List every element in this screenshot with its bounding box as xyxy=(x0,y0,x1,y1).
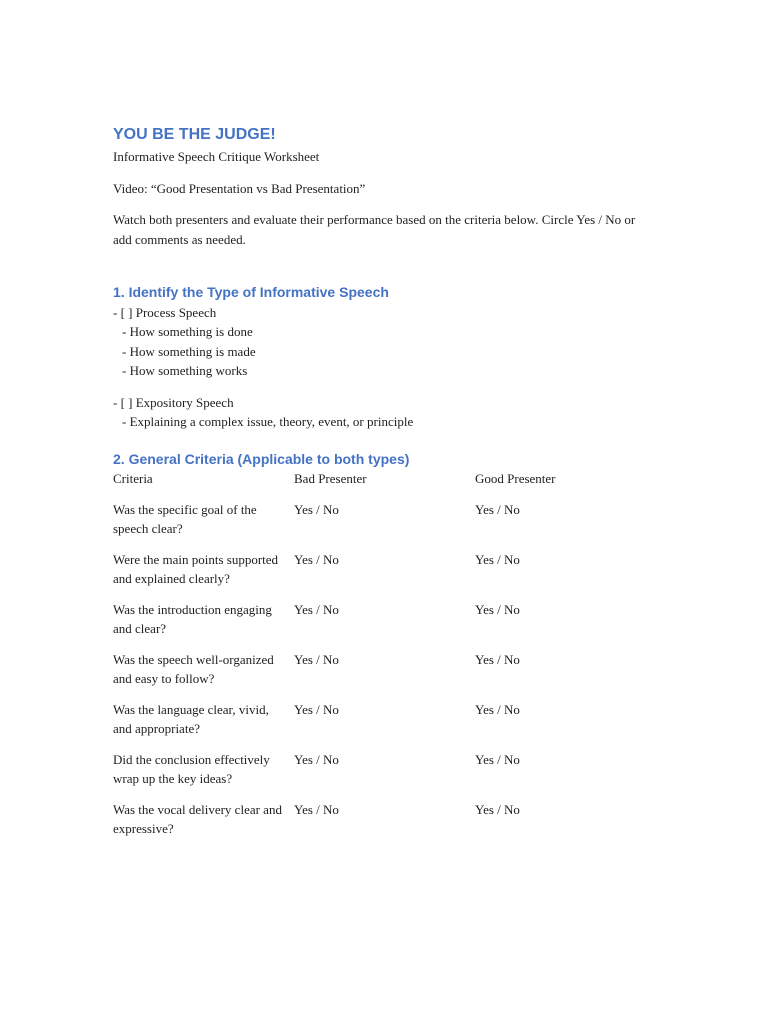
table-row xyxy=(113,750,655,800)
column-header-bad-presenter: Bad Presenter xyxy=(294,470,367,486)
column-header-good-presenter: Good Presenter xyxy=(475,470,556,486)
instructions-paragraph: Watch both presenters and evaluate their performance based on the criteria below. Circle Yes / No or add comments as needed. xyxy=(113,212,636,247)
criteria-cell: Was the speech well-organized and easy to follow? xyxy=(113,651,274,686)
bad-presenter-yes-no[interactable]: Yes / No xyxy=(294,551,339,567)
list-item: - Explaining a complex issue, theory, event, or principle xyxy=(122,414,414,430)
expository-speech-checkbox-label[interactable]: - [ ] Expository Speech xyxy=(113,395,234,411)
good-presenter-yes-no[interactable]: Yes / No xyxy=(475,601,520,617)
table-row xyxy=(113,800,655,850)
section-1-heading: 1. Identify the Type of Informative Speech xyxy=(113,284,389,300)
criteria-table xyxy=(113,469,655,850)
good-presenter-yes-no[interactable]: Yes / No xyxy=(475,801,520,817)
bad-presenter-yes-no[interactable]: Yes / No xyxy=(294,801,339,817)
bad-presenter-yes-no[interactable]: Yes / No xyxy=(294,601,339,617)
document-subtitle: Informative Speech Critique Worksheet xyxy=(113,149,320,164)
table-header-row xyxy=(113,469,655,500)
criteria-cell: Was the language clear, vivid, and appropriate? xyxy=(113,701,269,736)
list-item: - How something is done xyxy=(122,324,253,340)
bad-presenter-yes-no[interactable]: Yes / No xyxy=(294,701,339,717)
bad-presenter-yes-no[interactable]: Yes / No xyxy=(294,751,339,767)
document-title: YOU BE THE JUDGE! xyxy=(113,126,276,143)
process-speech-checkbox-label[interactable]: - [ ] Process Speech xyxy=(113,305,217,320)
criteria-cell: Did the conclusion effectively wrap up the key ideas? xyxy=(113,751,270,786)
bad-presenter-yes-no[interactable]: Yes / No xyxy=(294,501,339,517)
good-presenter-yes-no[interactable]: Yes / No xyxy=(475,651,520,667)
section-2-heading: 2. General Criteria (Applicable to both types) xyxy=(113,450,410,467)
table-row xyxy=(113,500,655,550)
criteria-cell: Was the specific goal of the speech clear? xyxy=(113,501,257,536)
column-header-criteria: Criteria xyxy=(113,470,153,486)
criteria-cell: Were the main points supported and explained clearly? xyxy=(113,551,279,586)
process-speech-option xyxy=(113,303,673,380)
good-presenter-yes-no[interactable]: Yes / No xyxy=(475,551,520,567)
bad-presenter-yes-no[interactable]: Yes / No xyxy=(294,651,339,667)
list-item: - How something is made xyxy=(122,343,256,359)
table-row xyxy=(113,550,655,600)
good-presenter-yes-no[interactable]: Yes / No xyxy=(475,501,520,517)
good-presenter-yes-no[interactable]: Yes / No xyxy=(475,701,520,717)
table-row xyxy=(113,600,655,650)
document-page xyxy=(113,124,673,850)
expository-speech-option xyxy=(113,393,673,432)
table-row xyxy=(113,700,655,750)
criteria-cell: Was the introduction engaging and clear? xyxy=(113,601,272,636)
good-presenter-yes-no[interactable]: Yes / No xyxy=(475,751,520,767)
list-item: - How something works xyxy=(122,362,248,378)
video-reference: Video: “Good Presentation vs Bad Presentation” xyxy=(113,180,366,196)
table-row xyxy=(113,650,655,700)
criteria-cell: Was the vocal delivery clear and expressive? xyxy=(113,801,282,836)
